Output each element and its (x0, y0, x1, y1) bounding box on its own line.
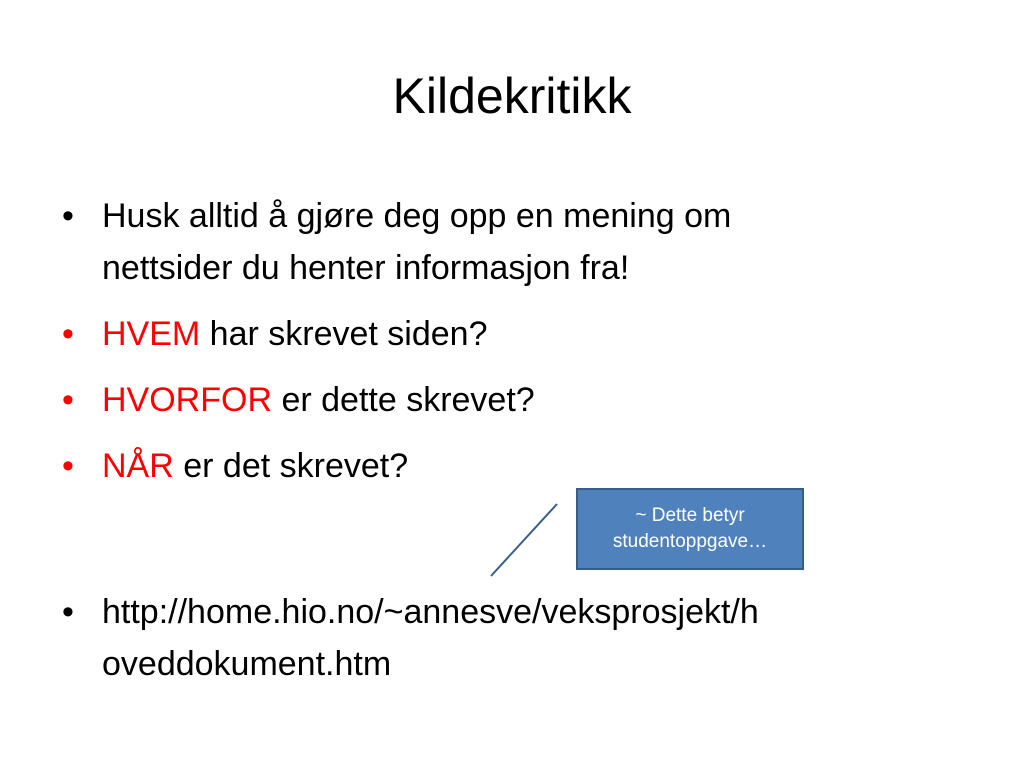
bullet-dot: • (62, 593, 74, 631)
bullet-text: har skrevet siden? (200, 315, 488, 353)
bullet-text: er det skrevet? (173, 447, 409, 485)
bullet-emphasis: NÅR (102, 447, 174, 485)
bullet-item-husk (60, 190, 960, 294)
bullet-list (60, 190, 960, 704)
url-text-line: http://home.hio.no/~annesve/veksprosjekt/h (102, 593, 759, 631)
bullet-emphasis: HVEM (102, 315, 201, 353)
bullet-item-nar (60, 440, 960, 492)
callout-box (576, 488, 804, 570)
slide-title: Kildekritikk (392, 68, 632, 124)
bullet-emphasis: HVORFOR (102, 381, 272, 419)
bullet-text: er dette skrevet? (272, 381, 535, 419)
bullet-dot: • (62, 381, 74, 419)
bullet-text-line: Husk alltid å gjøre deg opp en mening om (102, 197, 732, 235)
bullet-dot: • (62, 197, 74, 235)
bullet-text-line: nettsider du henter informasjon fra! (102, 249, 630, 287)
bullet-item-hvorfor (60, 374, 960, 426)
bullet-dot: • (62, 447, 74, 485)
callout-text-line: studentoppgave… (612, 531, 768, 552)
bullet-item-url (60, 586, 960, 690)
bullet-dot: • (62, 315, 74, 353)
callout-text-line: ~ Dette betyr (635, 505, 745, 526)
bullet-item-hvem (60, 308, 960, 360)
url-text-line: oveddokument.htm (102, 645, 392, 683)
